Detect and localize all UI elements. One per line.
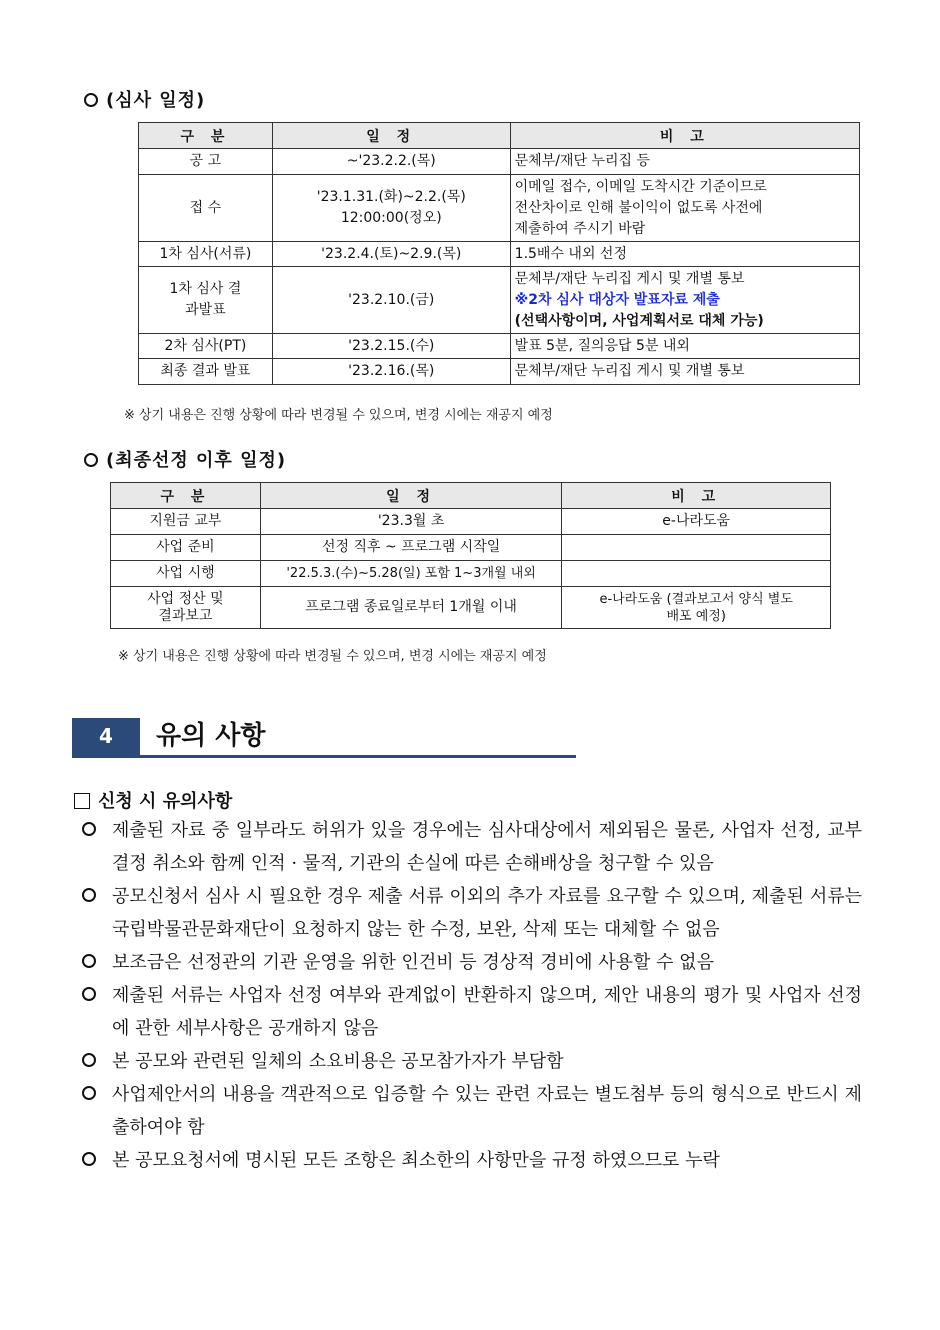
note-cell: 발표 5분, 질의응답 5분 내외: [510, 334, 859, 359]
note-cell: [562, 535, 831, 561]
category-cell: 최종 결과 발표: [139, 359, 273, 385]
table-row: [139, 242, 860, 267]
list-item: 공모신청서 심사 시 필요한 경우 제출 서류 이외의 추가 자료를 요구할 수 있으며, 제출된 서류는 국립박물관문화재단이 요청하지 않는 한 수정, 보완, 삭제 또는 대체할 수 없음: [82, 880, 862, 946]
date-cell: '23.2.15.(수): [272, 334, 510, 359]
bold-note: (선택사항이며, 사업계획서로 대체 가능): [514, 312, 764, 329]
category-cell: 공 고: [139, 149, 273, 175]
circle-bullet-icon: [82, 888, 96, 902]
note-cell: 문체부/재단 누리집 게시 및 개별 통보: [510, 359, 859, 385]
column-header: 일 정: [260, 483, 562, 509]
date-cell: 프로그램 종료일로부터 1개월 이내: [260, 587, 562, 629]
column-header: 비 고: [510, 123, 859, 149]
table-row: [111, 561, 831, 587]
chapter-title: 유의 사항: [156, 721, 266, 751]
circle-bullet-icon: [82, 987, 96, 1001]
circle-bullet-icon: [82, 954, 96, 968]
list-item: 본 공모요청서에 명시된 모든 조항은 최소한의 사항만을 규정 하였으므로 누락: [82, 1144, 862, 1177]
table-row: [111, 509, 831, 535]
table-row: [139, 359, 860, 385]
precautions-list: [82, 814, 862, 1177]
circle-bullet-icon: [82, 1152, 96, 1166]
table-row: [139, 149, 860, 175]
post-schedule-table: [110, 482, 831, 629]
category-cell: 1차 심사 결과발표: [139, 267, 273, 334]
post-schedule-footnote: ※ 상기 내용은 진행 상황에 따라 변경될 수 있으며, 변경 시에는 재공지 예정: [118, 649, 547, 664]
circle-bullet-icon: [84, 453, 98, 467]
table-header-row: [139, 123, 860, 149]
category-cell: 사업 정산 및 결과보고: [111, 587, 261, 629]
list-item: 본 공모와 관련된 일체의 소요비용은 공모참가자가 부담함: [82, 1045, 862, 1078]
note-cell: 문체부/재단 누리집 게시 및 개별 통보 ※2차 심사 대상자 발표자료 제출 (선택사항이며, 사업계획서로 대체 가능): [510, 267, 859, 334]
precautions-title: 신청 시 유의사항: [74, 787, 232, 813]
note-cell: 이메일 접수, 이메일 도착시간 기준이므로 전산차이로 인해 불이익이 없도록 사전에 제출하여 주시기 바람: [510, 175, 859, 242]
date-cell: '23.3월 초: [260, 509, 562, 535]
table-row: [139, 267, 860, 334]
post-schedule-heading: (최종선정 이후 일정): [84, 446, 286, 472]
date-cell: '23.1.31.(화)~2.2.(목) 12:00:00(정오): [272, 175, 510, 242]
column-header: 구 분: [139, 123, 273, 149]
table-row: [111, 535, 831, 561]
column-header: 일 정: [272, 123, 510, 149]
chapter-number: 4: [72, 718, 140, 755]
table-header-row: [111, 483, 831, 509]
column-header: 구 분: [111, 483, 261, 509]
note-cell: [562, 561, 831, 587]
date-cell: '22.5.3.(수)~5.28(일) 포함 1~3개월 내외: [260, 561, 562, 587]
highlight-note: ※2차 심사 대상자 발표자료 제출: [514, 291, 720, 308]
date-cell: 선정 직후 ~ 프로그램 시작일: [260, 535, 562, 561]
circle-bullet-icon: [82, 1053, 96, 1067]
list-item: 제출된 서류는 사업자 선정 여부와 관계없이 반환하지 않으며, 제안 내용의 평가 및 사업자 선정에 관한 세부사항은 공개하지 않음: [82, 979, 862, 1045]
date-cell: ~'23.2.2.(목): [272, 149, 510, 175]
table-row: [139, 334, 860, 359]
schedule-footnote: ※ 상기 내용은 진행 상황에 따라 변경될 수 있으며, 변경 시에는 재공지 예정: [124, 408, 553, 423]
circle-bullet-icon: [84, 93, 98, 107]
date-cell: '23.2.16.(목): [272, 359, 510, 385]
list-item: 보조금은 선정관의 기관 운영을 위한 인건비 등 경상적 경비에 사용할 수 없음: [82, 946, 862, 979]
chapter-heading: [72, 718, 576, 758]
circle-bullet-icon: [82, 1086, 96, 1100]
category-cell: 2차 심사(PT): [139, 334, 273, 359]
category-cell: 1차 심사(서류): [139, 242, 273, 267]
date-cell: '23.2.10.(금): [272, 267, 510, 334]
category-cell: 사업 준비: [111, 535, 261, 561]
circle-bullet-icon: [82, 822, 96, 836]
column-header: 비 고: [562, 483, 831, 509]
category-cell: 접 수: [139, 175, 273, 242]
schedule-heading: (심사 일정): [84, 86, 205, 112]
note-cell: 문체부/재단 누리집 등: [510, 149, 859, 175]
note-cell: e-나라도움: [562, 509, 831, 535]
checkbox-square-icon: [74, 793, 90, 809]
table-row: [139, 175, 860, 242]
note-cell: 1.5배수 내외 선정: [510, 242, 859, 267]
category-cell: 지원금 교부: [111, 509, 261, 535]
note-cell: e-나라도움 (결과보고서 양식 별도 배포 예정): [562, 587, 831, 629]
table-row: [111, 587, 831, 629]
list-item: 사업제안서의 내용을 객관적으로 입증할 수 있는 관련 자료는 별도첨부 등의 형식으로 반드시 제출하여야 함: [82, 1078, 862, 1144]
date-cell: '23.2.4.(토)~2.9.(목): [272, 242, 510, 267]
category-cell: 사업 시행: [111, 561, 261, 587]
schedule-table: [138, 122, 860, 385]
list-item: 제출된 자료 중 일부라도 허위가 있을 경우에는 심사대상에서 제외됨은 물론, 사업자 선정, 교부 결정 취소와 함께 인적 · 물적, 기관의 손실에 따른 손해배상을 청구할 수 있음: [82, 814, 862, 880]
